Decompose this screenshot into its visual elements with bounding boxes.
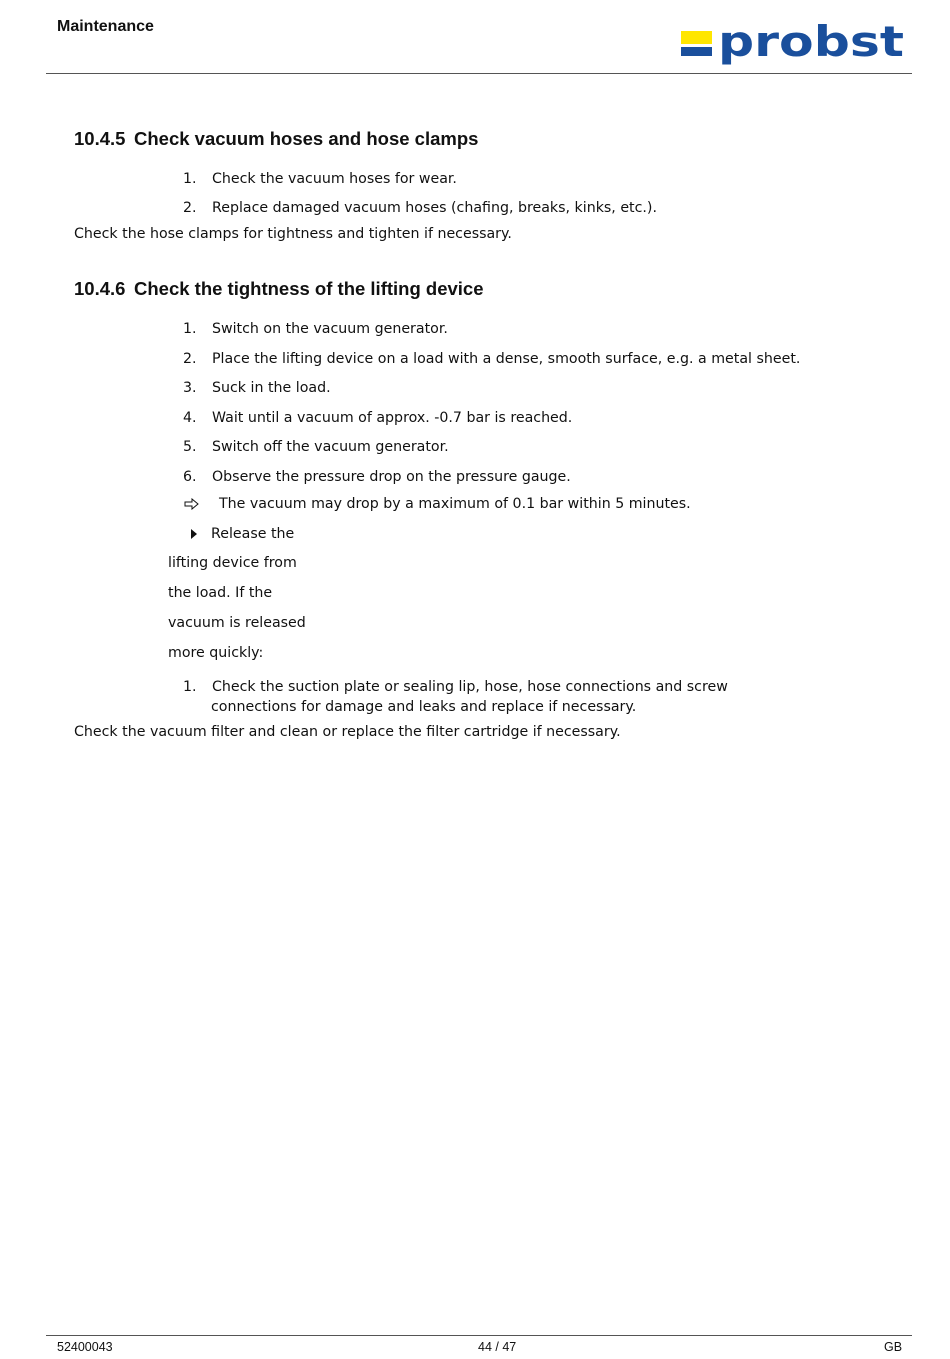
footer-page-number: 44 / 47 <box>478 1340 517 1354</box>
header-divider <box>46 73 912 74</box>
header-section-title: Maintenance <box>57 18 154 35</box>
action-text-line: more quickly: <box>168 645 264 661</box>
list-item-text-continued: connections for damage and leaks and replace if necessary. <box>211 699 637 715</box>
list-item-number: 3. <box>183 380 197 396</box>
list-item-number: 4. <box>183 410 197 426</box>
note-paragraph: Check the vacuum filter and clean or replace the filter cartridge if necessary. <box>74 724 621 740</box>
list-item-number: 1. <box>183 321 197 337</box>
footer-divider <box>46 1335 912 1336</box>
result-arrow-icon <box>184 498 200 510</box>
list-item-number: 1. <box>183 679 197 695</box>
probst-logo <box>681 22 906 70</box>
action-text-line: Release the <box>211 526 295 542</box>
section-title: Check the tightness of the lifting device <box>134 278 484 299</box>
list-item-text: Switch off the vacuum generator. <box>212 439 449 455</box>
action-text-line: vacuum is released <box>168 615 306 631</box>
list-item-text: Observe the pressure drop on the pressure gauge. <box>212 469 571 485</box>
list-item-text: Replace damaged vacuum hoses (chafing, breaks, kinks, etc.). <box>212 200 657 216</box>
section-title: Check vacuum hoses and hose clamps <box>134 128 479 149</box>
footer-doc-number: 52400043 <box>57 1340 113 1354</box>
result-text: The vacuum may drop by a maximum of 0.1 bar within 5 minutes. <box>219 496 691 512</box>
section-heading-10-4-6 <box>74 278 484 300</box>
section-number: 10.4.6 <box>74 278 126 299</box>
list-item-number: 5. <box>183 439 197 455</box>
list-item-text: Wait until a vacuum of approx. -0.7 bar is reached. <box>212 410 573 426</box>
action-text-line: the load. If the <box>168 585 273 601</box>
footer-language: GB <box>884 1340 903 1354</box>
list-item-number: 2. <box>183 351 197 367</box>
list-item-text: Place the lifting device on a load with a dense, smooth surface, e.g. a metal sheet. <box>212 351 801 367</box>
note-paragraph: Check the hose clamps for tightness and tighten if necessary. <box>74 226 512 242</box>
svg-text:probst: probst <box>718 22 904 66</box>
list-item-number: 1. <box>183 171 197 187</box>
list-item-number: 2. <box>183 200 197 216</box>
list-item-text: Check the vacuum hoses for wear. <box>212 171 457 187</box>
section-number: 10.4.5 <box>74 128 126 149</box>
action-triangle-icon <box>190 528 198 540</box>
list-item-number: 6. <box>183 469 197 485</box>
list-item-text: Switch on the vacuum generator. <box>212 321 448 337</box>
action-text-line: lifting device from <box>168 555 297 571</box>
list-item-text: Suck in the load. <box>212 380 331 396</box>
list-item-text: Check the suction plate or sealing lip, hose, hose connections and screw <box>212 679 728 695</box>
section-heading-10-4-5 <box>74 128 478 150</box>
